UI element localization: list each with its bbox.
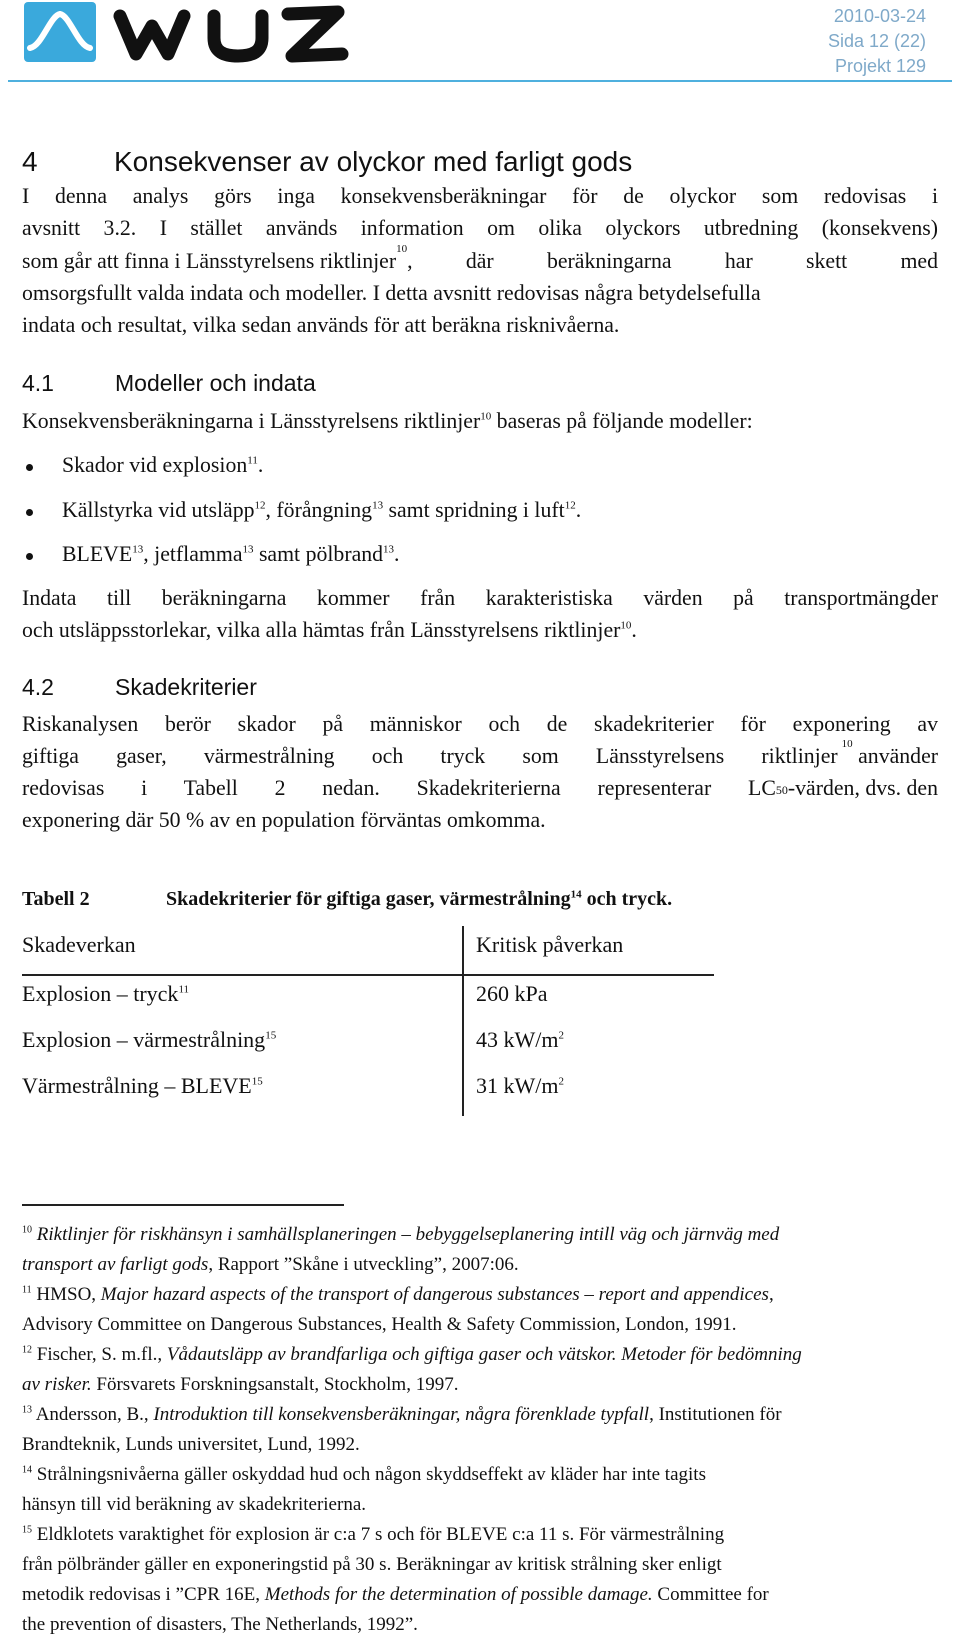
footnote-ref[interactable]: 15 <box>265 1029 277 1042</box>
section-number: 4 <box>22 146 38 177</box>
table-header-effect: Skadeverkan <box>22 932 136 957</box>
intro-line-1: I denna analys görs inga konsekvensberäkningar för de olyckor som redovisas i <box>22 184 938 208</box>
footnote-10: $^{10}$ Riktlinjer för riskhänsyn i samhällsplaneringen – bebyggelseplanering intill väg och järnväg med transport av farligt gods, Rapport ”Skåne i utveckling”, 2007:06. <box>22 1224 780 1275</box>
table-row-value: 260 kPa <box>476 981 548 1006</box>
footnote-ref[interactable]: 10 <box>480 410 492 423</box>
section-title: Konsekvenser av olyckor med farligt gods <box>114 146 633 177</box>
header-page: Sida 12 (22) <box>827 31 926 51</box>
header-project: Projekt 129 <box>834 56 926 76</box>
footnote-number: 13 <box>22 1404 32 1416</box>
table-row-effect: Värmestrålning – BLEVE$^{15}$ <box>22 1073 263 1098</box>
footnote-ref[interactable]: 14 <box>570 888 582 901</box>
footnote-12: $^{12}$ Fischer, S. m.fl., Vådautsläpp av brandfarliga och giftiga gaser och vätskor. Metoder för bedömning av risker. Försvarets Forskningsanstalt, Stockholm, 1997. <box>22 1344 802 1395</box>
intro-line-4: omsorgsfullt valda indata och modeller. I detta avsnitt redovisas några betydelsefulla <box>22 281 761 305</box>
models-lead: Konsekvensberäkningarna i Länsstyrelsens riktlinjer$^{10}$ baseras på följande modeller: <box>22 409 753 433</box>
footnote-ref[interactable]: 13 <box>383 543 395 556</box>
bullet-dot <box>26 509 33 516</box>
footnote-ref[interactable]: 13 <box>372 499 384 512</box>
section-number: 4.2 <box>22 674 54 700</box>
footnote-ref[interactable]: 15 <box>251 1075 263 1088</box>
footnote-ref[interactable]: 10 <box>841 738 853 750</box>
criteria-line-1: Riskanalysen berör skador på människor och de skadekriterier för exponering av <box>22 712 938 736</box>
footnote-rule <box>22 1204 344 1206</box>
footnote-number: 14 <box>22 1464 32 1476</box>
logo-letter-w <box>120 16 184 54</box>
footnote-ref[interactable]: 10 <box>620 619 632 632</box>
criteria-line-2: giftiga gaser, värmestrålning och tryck som Länsstyrelsens riktlinjer 10 använder <box>22 738 938 768</box>
footnote-ref[interactable]: 11 <box>178 983 190 996</box>
table-caption: Skadekriterier för giftiga gaser, värmestrålning$^{14}$ och tryck. <box>166 888 673 910</box>
footnote-number: 15 <box>22 1524 32 1536</box>
bullet-dot <box>26 553 33 560</box>
footnote-ref[interactable]: 13 <box>242 543 254 556</box>
footnote-15: $^{15}$ Eldklotets varaktighet för explosion är c:a 7 s och för BLEVE c:a 11 s. För värmestrålning från pölbränder gäller en exponeringstid på 30 s. Beräkningar av kritisk strålning sker enligt metodik redovisas i ”CPR 16E, Methods for the determination of possible damage. Committee for the prevention of disasters, The Netherlands, 1992”. <box>22 1524 769 1635</box>
indata-line-1: Indata till beräkningarna kommer från karakteristiska värden på transportmängder <box>22 586 938 610</box>
table-header-rule <box>22 974 714 976</box>
bullet-dot <box>26 464 33 471</box>
footnote-ref[interactable]: 11 <box>247 454 258 467</box>
footnote-ref[interactable]: 12 <box>254 499 266 512</box>
intro-line-3: som går att finna i Länsstyrelsens riktlinjer 10 , där beräkningarna har skett med <box>22 243 938 273</box>
footnote-ref[interactable]: 10 <box>396 243 408 255</box>
footnote-ref[interactable]: 12 <box>564 499 576 512</box>
table-label: Tabell 2 <box>22 888 90 910</box>
header-rule <box>8 80 952 82</box>
indata-line-2: och utsläppsstorlekar, vilka alla hämtas från Länsstyrelsens riktlinjer$^{10}$. <box>22 618 637 642</box>
footnote-14: $^{14}$ Strålningsnivåerna gäller oskyddad hud och någon skyddseffekt av kläder har inte tagits hänsyn till vid beräkning av skadekriterierna. <box>22 1464 706 1515</box>
intro-line-5: indata och resultat, vilka sedan används för att beräkna risknivåerna. <box>22 313 620 337</box>
section-number: 4.1 <box>22 370 54 396</box>
footnote-ref[interactable]: 13 <box>132 543 144 556</box>
table-row-effect: Explosion – tryck$^{11}$ <box>22 981 190 1006</box>
section-4-1-heading <box>22 370 316 397</box>
footnote-11: $^{11}$ HMSO, Major hazard aspects of the transport of dangerous substances – report and appendices, Advisory Committee on Dangerous Substances, Health & Safety Commission, London, 1991. <box>22 1284 774 1335</box>
footnote-number: 10 <box>22 1224 32 1236</box>
section-4-heading <box>22 146 632 178</box>
table-row-effect: Explosion – värmestrålning$^{15}$ <box>22 1027 277 1052</box>
logo-letter-u <box>214 16 262 56</box>
section-title: Modeller och indata <box>115 370 316 396</box>
footnote-13: $^{13}$ Andersson, B., Introduktion till konsekvensberäkningar, några förenklade typfall, Institutionen för Brandteknik, Lunds universitet, Lund, 1992. <box>22 1404 782 1455</box>
footnote-number: 11 <box>22 1284 32 1296</box>
footnote-number: 12 <box>22 1344 32 1356</box>
criteria-line-4: exponering där 50 % av en population förväntas omkomma. <box>22 808 546 832</box>
header-date: 2010-03-24 <box>833 6 926 26</box>
wuz-logo <box>24 2 364 64</box>
table-column-divider <box>462 926 464 1116</box>
section-title: Skadekriterier <box>115 674 257 700</box>
logo-letter-z <box>288 12 342 56</box>
intro-line-2: avsnitt 3.2. I stället används information om olika olyckors utbredning (konsekvens) <box>22 216 938 240</box>
table-row-value: 43 $kW/m^2$ <box>476 1027 564 1052</box>
table-header-impact: Kritisk påverkan <box>476 932 624 957</box>
section-4-2-heading <box>22 674 257 701</box>
criteria-line-3: redovisas i Tabell 2 nedan. Skadekriterierna representerar LC 50 -värden, dvs. den <box>22 776 938 800</box>
table-row-value: 31 $kW/m^2$ <box>476 1073 564 1098</box>
